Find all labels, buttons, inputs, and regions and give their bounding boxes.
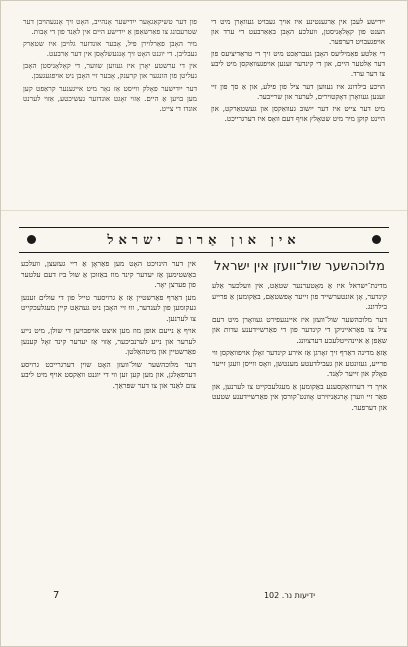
top-left-column [23, 17, 197, 193]
top-section [23, 17, 385, 193]
paragraph: די אַלטע פאַמיליעס האָבן געבראַכט מיט זיך די טראַדיציעס פון דער אַלטער היים, און די קינדער זענען אויפגעוואַקסן מיט ליבע צו דער ערד. [211, 49, 385, 79]
paragraph: מען דאַרף פאַרשטיין אַז אַ גרויסער טייל פון די עולים זענען געקומען פון לענדער, וווּ זיי האָבן ניט געהאַט קיין מעגלעכקייט צו לערנען. [21, 292, 196, 323]
paragraph: ייִדישע לעבן אין אַרגענטינע איז אויך געבויט געוואָרן מיט די הענט פון קאָלאָניסטן, וועלכע האָבן באַאַרבעט די ערד און אויפגעבויט דערפער. [211, 17, 385, 47]
paragraph: אויף אַ נייעם אופן מוז מען איצט אויפבויען די שולן, מיט נייע לערער און נייע לערנביכער, אַזוי אַז יעדער קינד זאָל קענען פאַרשטיין און מיטהאַלטן. [21, 326, 196, 356]
issue-label: ידיעות נר. 102 [263, 591, 315, 600]
bullet-dot-icon [27, 235, 36, 244]
paragraph: אַזאַ מדינה דאַרף זיך זאָרגן אַז אירע קינדער זאָלן אויפוואַקסן ווי פרייע, געזונטע און געבילדעטע מענטשן, וואָס ווייסן וועגן זייער פאָלק און זייער לאַנד. [212, 348, 387, 378]
paragraph: אויך די דערוואַקסענע באַקומען אַ מעגלעכקייט צו לערנען, און פאַר זיי ווערן אָרגאַניזירט אָוונט־קורסן אין פאַרשיידענע שטעט און דערפער. [212, 381, 387, 412]
bottom-section [21, 259, 387, 571]
paragraph: מיר האָבן פאַרלוירן פיל, אָבער אונדזער גלויבן איז שטאַרק געבליבן. די יוגנט האָט זיך אָנגעשלאָסן אין דער אַרבעט. [23, 39, 197, 59]
paragraph: פון דער טשיקאַגאָער ייִדישער אָנהייב, האָט זיך אָנגעהויבן דער שטרעבונג צו פאַרשאַפן אַ ייִדישע היים אין לאַנד פון די אָבות. [23, 17, 197, 37]
paragraph: מיט דער צייט איז דער ייִשוב געוואַקסן און געשטאַרקט, און היינט קוקן מיר מיט שטאָלץ אויף דעם וואָס איז דערגרייכט. [211, 103, 385, 123]
paragraph: אין דער הינזיכט האָט מען פאַראָן אַ ריי געזעצן, וועלכע באַשטימען אַז יעדער קינד מוז באַזוכן אַ שול ביז דעם עלטער פון פערצן יאָר. [21, 259, 196, 289]
section-banner [19, 227, 389, 253]
article-heading: מלוכהשער שול־וועזן אין ישראל [214, 259, 385, 274]
paragraph: דער ייִדישער פאָלק ווייסט אַז נאָר מיט אייגענער קראַפט קען מען בויען אַ היים. אַזוי זאָגט אונדזער געשיכטע, אַזוי לערנט אונדז די צייט. [23, 83, 197, 113]
paragraph: אין די ערשטע יאָרן איז געווען שווער, די קאָלאָניסטן האָבן געליטן פון הונגער און קרענק, אָבער זיי האָבן ניט אויפגעגעבן. [23, 61, 197, 81]
paragraph: דער מלוכהשער שול־וועזן איז איינגעפירט געוואָרן מיט דעם ציל צו פאַראייניקן די קינדער פון די פאַרשיידענע עדות און שאַפן אַ איינהייטלעכע דערציִונג. [212, 314, 387, 345]
paragraph: הויכע בילדונג איז געווען דער ציל פון פילע, און אַ סך פון זיי זענען געוואָרן דאָקטוירים, לערער און שרייבער. [211, 81, 385, 101]
page-fold-line [1, 210, 407, 211]
paragraph: מדינת־ישראל איז אַ מאָטערנער שטאַט, אין וועלכער אַלע קינדער, אָן אונטערשייד פון זייער אָפשטאַם, באַקומען אַ פרייע בילדונג. [212, 281, 387, 311]
bottom-right-column [212, 259, 387, 571]
bottom-left-column [21, 259, 196, 571]
banner-title: אין און אַרום ישראל [107, 233, 301, 248]
top-right-column [211, 17, 385, 193]
bullet-dot-icon [372, 235, 381, 244]
page-number: 7 [53, 590, 60, 601]
paragraph: דער מלוכהשער שול־וועזן האָט שוין דערגרייכט גרויסע דערפאָלגן, און מען קען זען ווי די יוגנט וואַקסט אויף מיט ליבע צום לאַנד און צו דער שפּראַך. [21, 359, 196, 390]
